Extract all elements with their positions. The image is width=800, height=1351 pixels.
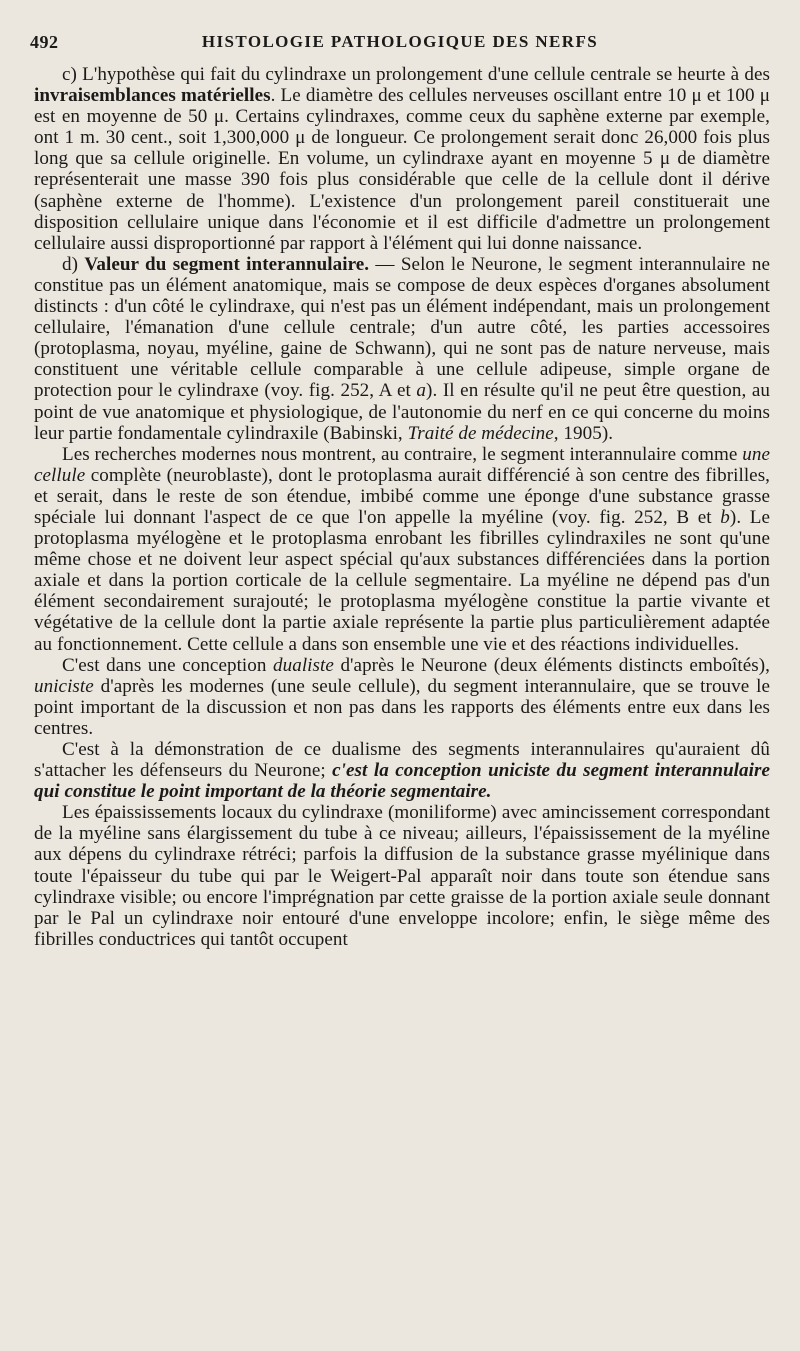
body-text (34, 64, 770, 950)
text-run: Les recherches modernes nous montrent, au contraire, le segment interannulaire comme (62, 443, 743, 465)
text-run-italic: dualiste (273, 654, 334, 676)
paragraph-d (34, 254, 770, 444)
text-run: ). Il en résulte qu'il ne peut être question, au point de vue anatomique et physiologique, de l'autonomie du nerf en ce qui concerne du moins leur partie fondamentale cylindraxile (Babinski, (34, 380, 770, 444)
paragraph-epaississements (34, 802, 770, 950)
text-run: — Selon le Neurone, le segment interannulaire ne constitue pas un élément anatomique, mais se compose de deux espèces d'organes absolument distincts : d'un côté le cylindraxe, qui n'est pas un élément indépendant, mais un prolongement cellulaire, l'émanation d'une cellule centrale; d'un autre côté, les parties accessoires (protoplasma, noyau, myéline, gaine de Schwann), qui ne sont pas de nature nerveuse, mais constituent une véritable cellule comparable à une cellule adipeuse, simple organe de protection pour le cylindraxe (voy. fig. 252, A et (34, 253, 770, 402)
text-run-italic: uniciste (34, 675, 94, 697)
paragraph-c (34, 64, 770, 254)
text-run-italic: a (416, 380, 427, 402)
text-run: . Le diamètre des cellules nerveuses oscillant entre 10 μ et 100 μ est en moyenne de 50 μ. Certains cylindraxes, comme ceux du saphène externe par exemple, ont 1 m. 30 cent., soit 1,300,000 μ de longueur. Ce prolongement serait donc 26,000 fois plus long que sa cellule originelle. En volume, un cylindraxe ayant en moyenne 5 μ de diamètre représenterait une masse 390 fois plus considérable que celle de la cellule dont il dérive (saphène externe de l'homme). L'existence d'un prolongement pareil constituerait une disposition cellulaire unique dans l'économie et il est difficile d'admettre un prolongement cellulaire aussi disproportionné par rapport à l'élément qui lui donne naissance. (34, 85, 770, 254)
text-run: Les épaississements locaux du cylindraxe (moniliforme) avec amincissement correspondant de la myéline sans élargissement du tube à ce niveau; ailleurs, l'épaississement de la myéline aux dépens du cylindraxe rétréci; parfois la diffusion de la substance grasse myélinique dans toute l'épaisseur du tube qui par le Weigert-Pal apparaît noir dans toute son étendue sans cylindraxe visible; ou encore l'imprégnation par cette graisse de la portion axiale seule donnant par le Pal un cylindraxe noir entouré d'une enveloppe incolore; enfin, le siège même des fibrilles conductrices qui tantôt occupent (34, 802, 770, 950)
paragraph-demonstration-dualisme (34, 739, 770, 802)
text-run-bold: invraisemblances matérielles (34, 85, 271, 107)
text-run: , 1905). (553, 422, 614, 444)
page-number: 492 (30, 32, 59, 52)
text-run: C'est dans une conception (62, 654, 274, 676)
text-run: complète (neuroblaste), dont le protoplasma aurait différencié à son centre des fibrilles, et serait, dans le reste de son étendue, imbibé comme une éponge d'une substance grasse spéciale lui donnant l'aspect de ce que l'on appelle la myéline (voy. fig. 252, B et (34, 464, 770, 528)
text-run: d) (62, 253, 85, 275)
text-run-italic: une cellule (34, 443, 770, 486)
text-run: ). Le protoplasma myélogène et le protoplasma enrobant les fibrilles cylindraxiles ne sont qu'une même chose et ne doivent leur aspect spécial qu'aux substances différenciées dans la portion axiale et dans la portion corticale de la cellule segmentaire. La myéline ne dépend pas d'un élément secondairement surajouté; le protoplasma myélogène constitue la partie vivante et végétative de la cellule dont la partie axiale représente la partie plus particulièrement adaptée au fonctionnement. Cette cellule a dans son ensemble une vie et des réactions individuelles. (34, 506, 771, 655)
paragraph-conception-dualiste (34, 655, 770, 739)
text-run: C'est à la démonstration de ce dualisme des segments interannulaires qu'auraient dû s'attacher les défenseurs du Neurone; (34, 739, 770, 782)
text-run-italic: Traité de médecine (407, 422, 554, 444)
text-run-italic: b (720, 506, 730, 528)
text-run-italic-bold: c'est la conception uniciste du segment interannulaire qui constitue le point important de la théorie segmentaire. (34, 760, 770, 803)
paragraph-recherches-modernes (34, 444, 770, 655)
page-header (28, 30, 772, 56)
running-head-title: HISTOLOGIE PATHOLOGIQUE DES NERFS (201, 32, 599, 51)
text-run-bold: Valeur du segment interannulaire. (84, 253, 370, 275)
text-run: c) L'hypothèse qui fait du cylindraxe un prolongement d'une cellule centrale se heurte à des (62, 64, 770, 85)
text-run: d'après les modernes (une seule cellule), du segment interannulaire, que se trouve le point important de la discussion et non pas dans les rapports des éléments entre eux dans les centres. (34, 675, 770, 739)
text-run: d'après le Neurone (deux éléments distincts emboîtés), (333, 654, 770, 676)
